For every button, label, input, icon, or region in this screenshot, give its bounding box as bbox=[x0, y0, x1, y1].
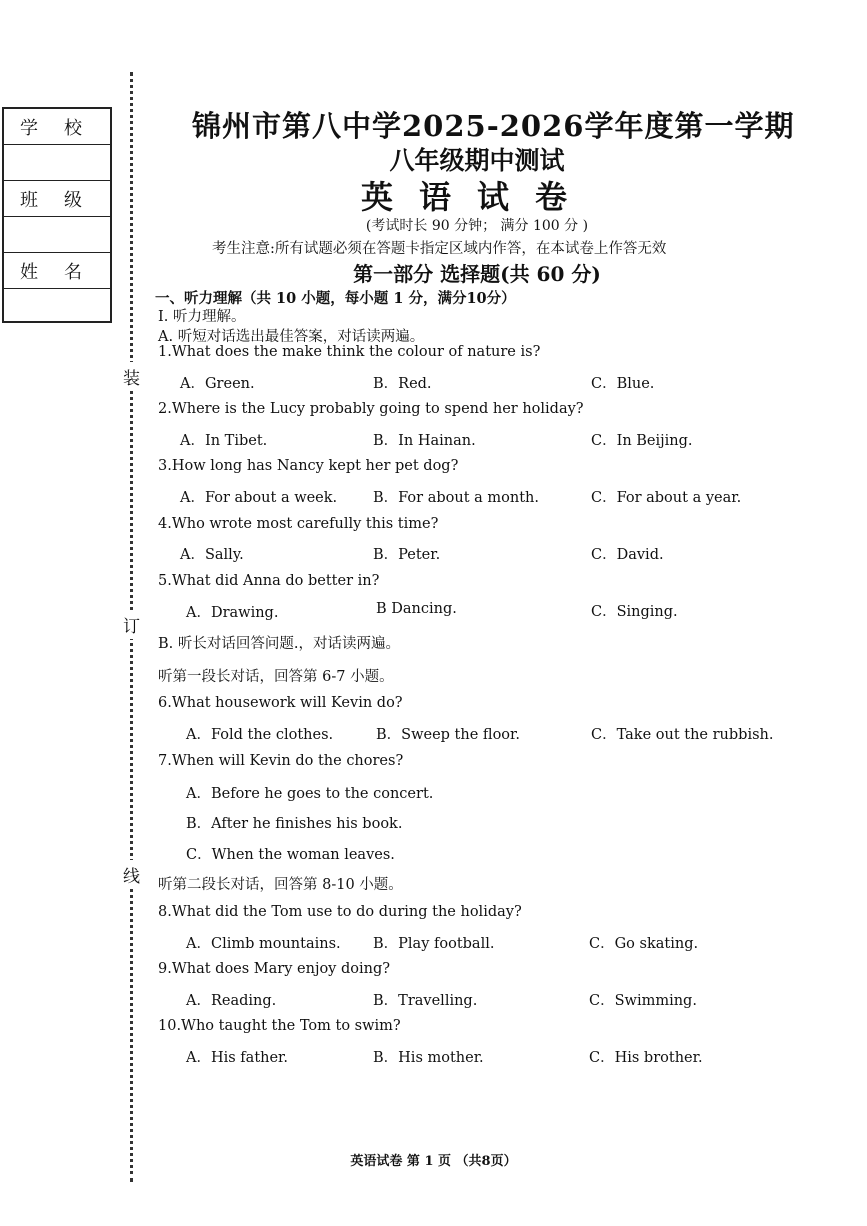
school-field[interactable] bbox=[4, 145, 110, 181]
q10-option-a[interactable]: A．His father. bbox=[186, 1050, 289, 1066]
exam-title: 锦州市第八中学2025-2026学年度第一学期 bbox=[192, 109, 795, 143]
dialog-1-instruction: 听第一段长对话，回答第 6-7 小题。 bbox=[158, 669, 394, 685]
question-5: 5.What did Anna do better in? bbox=[158, 573, 380, 589]
q7-option-b[interactable]: B．After he finishes his book. bbox=[186, 816, 403, 832]
q1-option-a[interactable]: A．Green. bbox=[180, 376, 255, 392]
q4-option-a[interactable]: A．Sally. bbox=[180, 547, 244, 563]
q2-option-b[interactable]: B．In Hainan. bbox=[373, 433, 476, 449]
q8-option-b[interactable]: B．Play football. bbox=[373, 936, 495, 952]
q1-option-c[interactable]: C．Blue. bbox=[591, 376, 655, 392]
q1-option-b[interactable]: B．Red. bbox=[373, 376, 432, 392]
question-4: 4.Who wrote most carefully this time? bbox=[158, 516, 439, 532]
q8-option-c[interactable]: C．Go skating. bbox=[589, 936, 699, 952]
q6-option-b[interactable]: B．Sweep the floor. bbox=[376, 727, 520, 743]
section-sub-i: I. 听力理解。 bbox=[158, 309, 246, 325]
question-9: 9.What does Mary enjoy doing? bbox=[158, 961, 391, 977]
page-footer: 英语试卷 第 1 页 （共8页） bbox=[350, 1154, 517, 1169]
section-sub-a: A. 听短对话选出最佳答案，对话读两遍。 bbox=[158, 329, 425, 345]
exam-subtitle: 八年级期中测试 bbox=[389, 146, 565, 175]
student-info-box bbox=[2, 107, 112, 323]
q7-option-c[interactable]: C．When the woman leaves. bbox=[186, 847, 395, 863]
school-label: 学校 bbox=[4, 109, 110, 145]
q4-option-c[interactable]: C．David. bbox=[591, 547, 664, 563]
question-1: 1.What does the make think the colour of nature is? bbox=[158, 344, 541, 360]
q8-option-a[interactable]: A．Climb mountains. bbox=[186, 936, 341, 952]
q7-option-a[interactable]: A．Before he goes to the concert. bbox=[186, 786, 434, 802]
question-10: 10.Who taught the Tom to swim? bbox=[158, 1018, 401, 1034]
question-6: 6.What housework will Kevin do? bbox=[158, 695, 403, 711]
part-title: 第一部分 选择题(共 60 分) bbox=[353, 262, 601, 286]
q6-option-c[interactable]: C．Take out the rubbish. bbox=[591, 727, 774, 743]
q3-option-b[interactable]: B．For about a month. bbox=[373, 490, 539, 506]
section-sub-b: B. 听长对话回答问题.，对话读两遍。 bbox=[158, 636, 400, 652]
question-3: 3.How long has Nancy kept her pet dog? bbox=[158, 458, 459, 474]
q9-option-a[interactable]: A．Reading. bbox=[186, 993, 277, 1009]
q2-option-a[interactable]: A．In Tibet. bbox=[180, 433, 268, 449]
binding-mark-zhuang: 装 bbox=[123, 362, 140, 391]
q4-option-b[interactable]: B．Peter. bbox=[373, 547, 441, 563]
q10-option-b[interactable]: B．His mother. bbox=[373, 1050, 484, 1066]
name-label: 姓名 bbox=[4, 253, 110, 289]
q5-option-b[interactable]: B Dancing. bbox=[376, 601, 457, 617]
question-2: 2.Where is the Lucy probably going to spend her holiday? bbox=[158, 401, 584, 417]
q9-option-c[interactable]: C．Swimming. bbox=[589, 993, 697, 1009]
q3-option-a[interactable]: A．For about a week. bbox=[180, 490, 338, 506]
time-info: (考试时长 90 分钟； 满分 100 分 ) bbox=[365, 218, 589, 234]
notice-text: 考生注意:所有试题必须在答题卡指定区域内作答，在本试卷上作答无效 bbox=[212, 241, 667, 257]
question-7: 7.When will Kevin do the chores? bbox=[158, 753, 404, 769]
class-field[interactable] bbox=[4, 217, 110, 253]
paper-name: 英语试卷 bbox=[360, 178, 593, 216]
q5-option-a[interactable]: A．Drawing. bbox=[186, 605, 279, 621]
q5-option-c[interactable]: C．Singing. bbox=[591, 604, 678, 620]
question-8: 8.What did the Tom use to do during the holiday? bbox=[158, 904, 522, 920]
q3-option-c[interactable]: C．For about a year. bbox=[591, 490, 742, 506]
class-label: 班级 bbox=[4, 181, 110, 217]
q9-option-b[interactable]: B．Travelling. bbox=[373, 993, 478, 1009]
name-field[interactable] bbox=[4, 289, 110, 325]
section-heading: 一、听力理解（共 10 小题，每小题 1 分，满分10分） bbox=[155, 290, 516, 307]
q10-option-c[interactable]: C．His brother. bbox=[589, 1050, 703, 1066]
q6-option-a[interactable]: A．Fold the clothes. bbox=[186, 727, 334, 743]
q2-option-c[interactable]: C．In Beijing. bbox=[591, 433, 693, 449]
binding-mark-ding: 订 bbox=[123, 610, 140, 639]
binding-mark-xian: 线 bbox=[123, 860, 140, 889]
dialog-2-instruction: 听第二段长对话，回答第 8-10 小题。 bbox=[158, 877, 403, 893]
